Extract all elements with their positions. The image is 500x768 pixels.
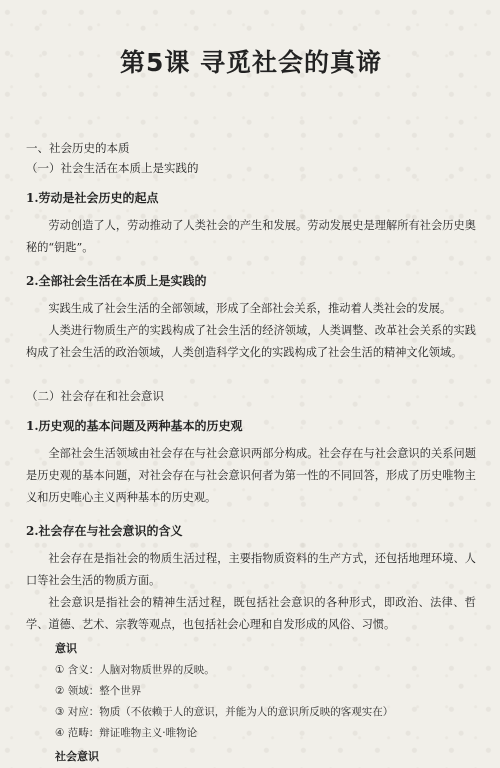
subsection-heading-2: （二）社会存在和社会意识 <box>26 389 164 403</box>
paragraph-historical-view: 全部社会生活领域由社会存在与社会意识两部分构成。社会存在与社会意识的关系问题是历史观的基本问题，对社会存在与社会意识何者为第一性的不同回答，形成了历史唯物主义和历史唯心主义两种基本的历史观。 <box>26 447 476 504</box>
paragraph-labor: 劳动创造了人，劳动推动了人类社会的产生和发展。劳动发展史是理解所有社会历史奥秘的“钥匙”。 <box>26 219 476 254</box>
social-consciousness-label: 社会意识 <box>55 750 99 763</box>
point-heading-practice: 2.全部社会生活在本质上是实践的 <box>26 274 207 288</box>
page-title: 第5课 寻觅社会的真谛 <box>119 48 383 77</box>
subsection-heading-1: （一）社会生活在本质上是实践的 <box>26 161 199 175</box>
point-heading-labor: 1.劳动是社会历史的起点 <box>26 191 159 205</box>
paragraph-practice-2: 人类进行物质生产的实践构成了社会生活的经济领域，人类调整、改革社会关系的实践构成了社会生活的政治领域，人类创造科学文化的实践构成了社会生活的精神文化领域。 <box>26 324 476 359</box>
point-heading-definitions: 2.社会存在与社会意识的含义 <box>26 524 183 538</box>
consciousness-item: ④ 范畴：辩证唯物主义·唯物论 <box>55 727 198 739</box>
paragraph-social-consciousness: 社会意识是指社会的精神生活过程，既包括社会意识的各种形式，即政治、法律、哲学、道德、艺术、宗教等观点，也包括社会心理和自发形成的风俗、习惯。 <box>26 596 476 631</box>
consciousness-item: ① 含义：人脑对物质世界的反映。 <box>55 664 215 676</box>
paragraph-practice-1: 实践生成了社会生活的全部领域，形成了全部社会关系，推动着人类社会的发展。 <box>48 302 452 315</box>
consciousness-label: 意识 <box>55 642 77 655</box>
paragraph-social-existence: 社会存在是指社会的物质生活过程，主要指物质资料的生产方式，还包括地理环境、人口等社会生活的物质方面。 <box>26 552 476 587</box>
consciousness-item: ③ 对应：物质（不依赖于人的意识，并能为人的意识所反映的客观实在） <box>55 706 394 718</box>
point-heading-historical-view: 1.历史观的基本问题及两种基本的历史观 <box>26 419 243 433</box>
section-heading-1: 一、社会历史的本质 <box>26 141 130 155</box>
consciousness-item: ② 领域：整个世界 <box>55 685 142 697</box>
